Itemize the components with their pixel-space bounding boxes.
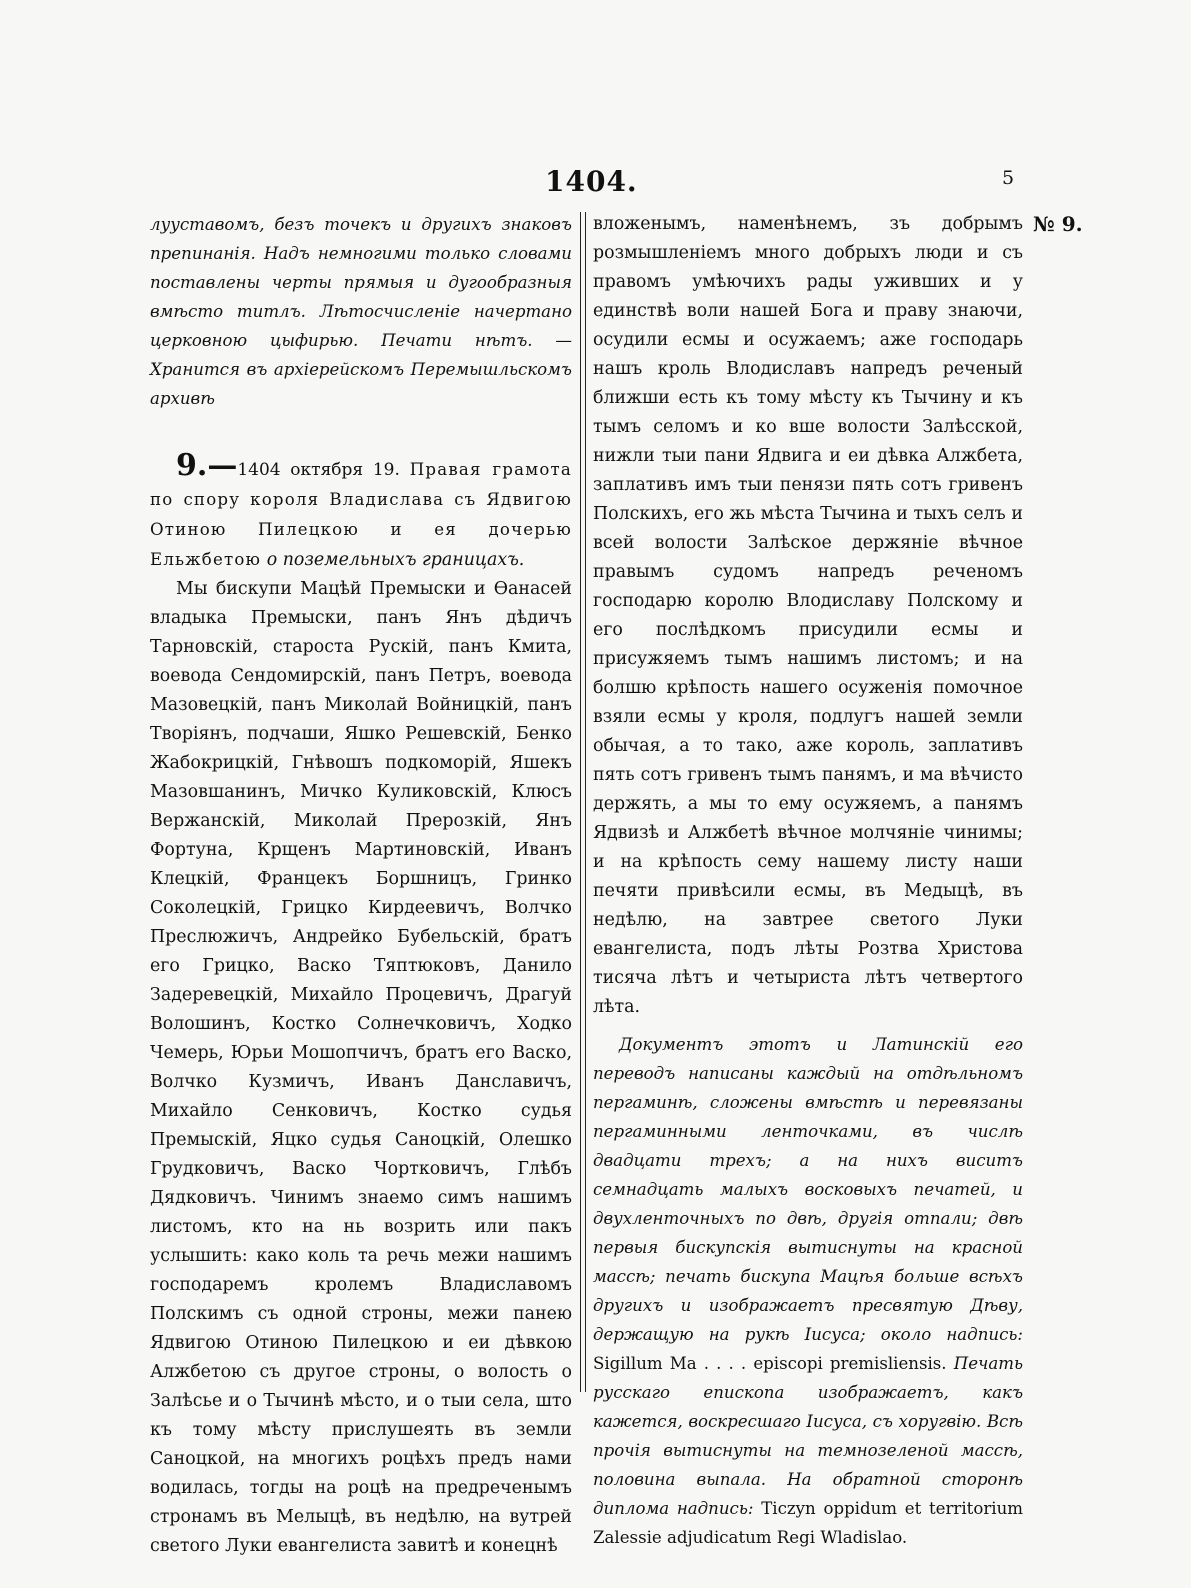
right-column (593, 210, 1023, 1552)
entry-number: 9.— (176, 448, 238, 483)
page-year: 1404. (545, 165, 638, 198)
document-number-badge: № 9. (1033, 212, 1083, 236)
document-description (593, 1030, 1023, 1552)
description-part-1: Документъ этотъ и Латинскій его переводъ написаны каждый на отдѣльномъ пергаминѣ, сложены вмѣстѣ и перевязаны пергаминными ленточками, въ числѣ двадцати трехъ; а на нихъ виситъ семнадцать малыхъ восковыхъ печатей, и двухленточныхъ по двѣ, другія отпали; двѣ первыя бискупскія вытиснуты на красной массѣ; печать бискупа Мацѣя больше всѣхъ другихъ и изображаетъ пресвятую Дѣву, держащую на рукѣ Іисуса; около надпись: (593, 1035, 1023, 1344)
entry-heading (150, 448, 572, 575)
entry-title: Правая грамота по спору короля Владислава съ Ядвигою Отиною Пилецкою и ея дочерью Ельжбетою (150, 460, 572, 569)
preceding-note-text: лууставомъ, безъ точекъ и другихъ знаковъ препинанія. Надъ немногими только словами поставлены черты прямыя и дугообразныя вмѣсто титлъ. Лѣтосчисленіе начертано церковною цыфирью. Печати нѣтъ. — Хранится въ архіерейскомъ Перемышльскомъ архивѣ (150, 215, 572, 408)
charter-continuation: вложенымъ, наменѣнемъ, зъ добрымъ розмышленіемъ много добрыхъ люди и съ правомъ умѣючихъ рады уживших и у единствѣ воли нашей Бога и праву знаючи, осудили есмы и осужаемъ; аже господарь нашъ кроль Влодиславъ напредъ реченый ближши есть къ тому мѣсту къ Тычину и къ тымъ селомъ и ко вше волости Залѣсской, нижли тыи пани Ядвига и еи дѣвка Алжбета, заплативъ имъ тыи пенязи пять сотъ гривенъ Полскихъ, его жь мѣста Тычина и тыхъ селъ и всей волости Залѣское держяніе вѣчное правымъ судомъ напредъ реченомъ господарю королю Влодиславу Полскому и его послѣдкомъ присудили есмы и присужяемъ тымъ нашимъ листомъ; и на болшю крѣпость нашего осуженія помочное взяли есмы у кроля, подлугъ нашей земли обычая, а то тако, аже король, заплативъ пять сотъ гривенъ тымъ панямъ, и ма вѣчисто держять, а мы то ему осужяемъ, а панямъ Ядвизѣ и Алжбетѣ вѣчное молчяніе чинимы; и на крѣпость сему нашему листу наши печяти привѣсили есмы, въ Медыцѣ, въ недѣлю, на завтрее светого Луки евангелиста, подъ лѣты Розтва Христова тисяча лѣтъ и четыриста лѣтъ четвертого лѣта. (593, 214, 1023, 1017)
charter-text-left (150, 575, 572, 1561)
charter-paragraph: Мы бискупи Мацѣй Премыски и Ѳанасей владыка Премыски, панъ Янъ дѣдичъ Тарновскій, староста Рускій, панъ Кмита, воевода Сендомирскій, панъ Петръ, воевода Мазовецкій, панъ Миколай Войницкій, панъ Творіянъ, подчаши, Яшко Решевскій, Бенко Жабокрицкій, Гнѣвошъ подкоморій, Яшекъ Мазовшанинъ, Мичко Куликовскій, Клюсъ Вержанскій, Миколай Прерозкій, Янъ Фортуна, Крщенъ Мартиновскій, Иванъ Клецкій, Францекъ Боршницъ, Гринко Соколецкій, Грицко Кирдеевичъ, Волчко Преслюжичъ, Андрейко Бубельскій, братъ его Грицко, Васко Тяптюковъ, Данило Задеревецкій, Михайло Процевичъ, Драгуй Волошинъ, Костко Солнечковичъ, Ходко Чемерь, Юрьи Мошопчичъ, братъ его Васко, Волчко Кузмичъ, Иванъ Данславичъ, Михайло Сенковичъ, Костко судья Премыскій, Яцко судья Саноцкій, Олешко Грудковичъ, Васко Чортковичъ, Глѣбъ Дядковичъ. Чинимъ знаемо симъ нашимъ листомъ, кто на нь возрить или пакъ услышить: како коль та речь межи нашимъ господаремъ кролемъ Владиславомъ Полскимъ съ одной строны, межи панею Ядвигою Отиною Пилецкою и еи дѣвкою Алжбетою съ другое строны, о волость о Залѣсье и о Тычинѣ мѣсто, и о тыи села, што къ тому мѣсту прислушеять въ земли Саноцкой, на многихъ роцѣхъ предъ нами водилась, тогды на роцѣ на предреченымъ стронамъ въ Мелыцѣ, въ недѣлю, на вутрей светого Луки евангелиста завитѣ и конецнѣ (150, 579, 572, 1556)
page-number: 5 (1002, 167, 1015, 189)
page-header (0, 165, 1191, 205)
entry-subject: о поземельныхъ границахъ. (266, 550, 525, 570)
latin-dorsal-inscription: Ticzyn oppidum et territorium Zalessie adjudicatum Regi Wladislao. (593, 1499, 1023, 1547)
column-divider (580, 212, 586, 1392)
description-part-2: Печать русскаго епископа изображаетъ, какъ кажется, воскресшаго Іисуса, съ хоругвію. Всѣ прочія вытиснуты на темнозеленой массѣ, половина выпала. На обратной сторонѣ диплома надпись: (593, 1354, 1023, 1518)
left-column (150, 210, 572, 1561)
entry-date: 1404 октября 19. (237, 460, 400, 480)
latin-seal-inscription: Sigillum Ma . . . . episcopi premisliensis. (593, 1354, 947, 1373)
charter-text-right (593, 210, 1023, 1022)
preceding-note (150, 210, 572, 413)
